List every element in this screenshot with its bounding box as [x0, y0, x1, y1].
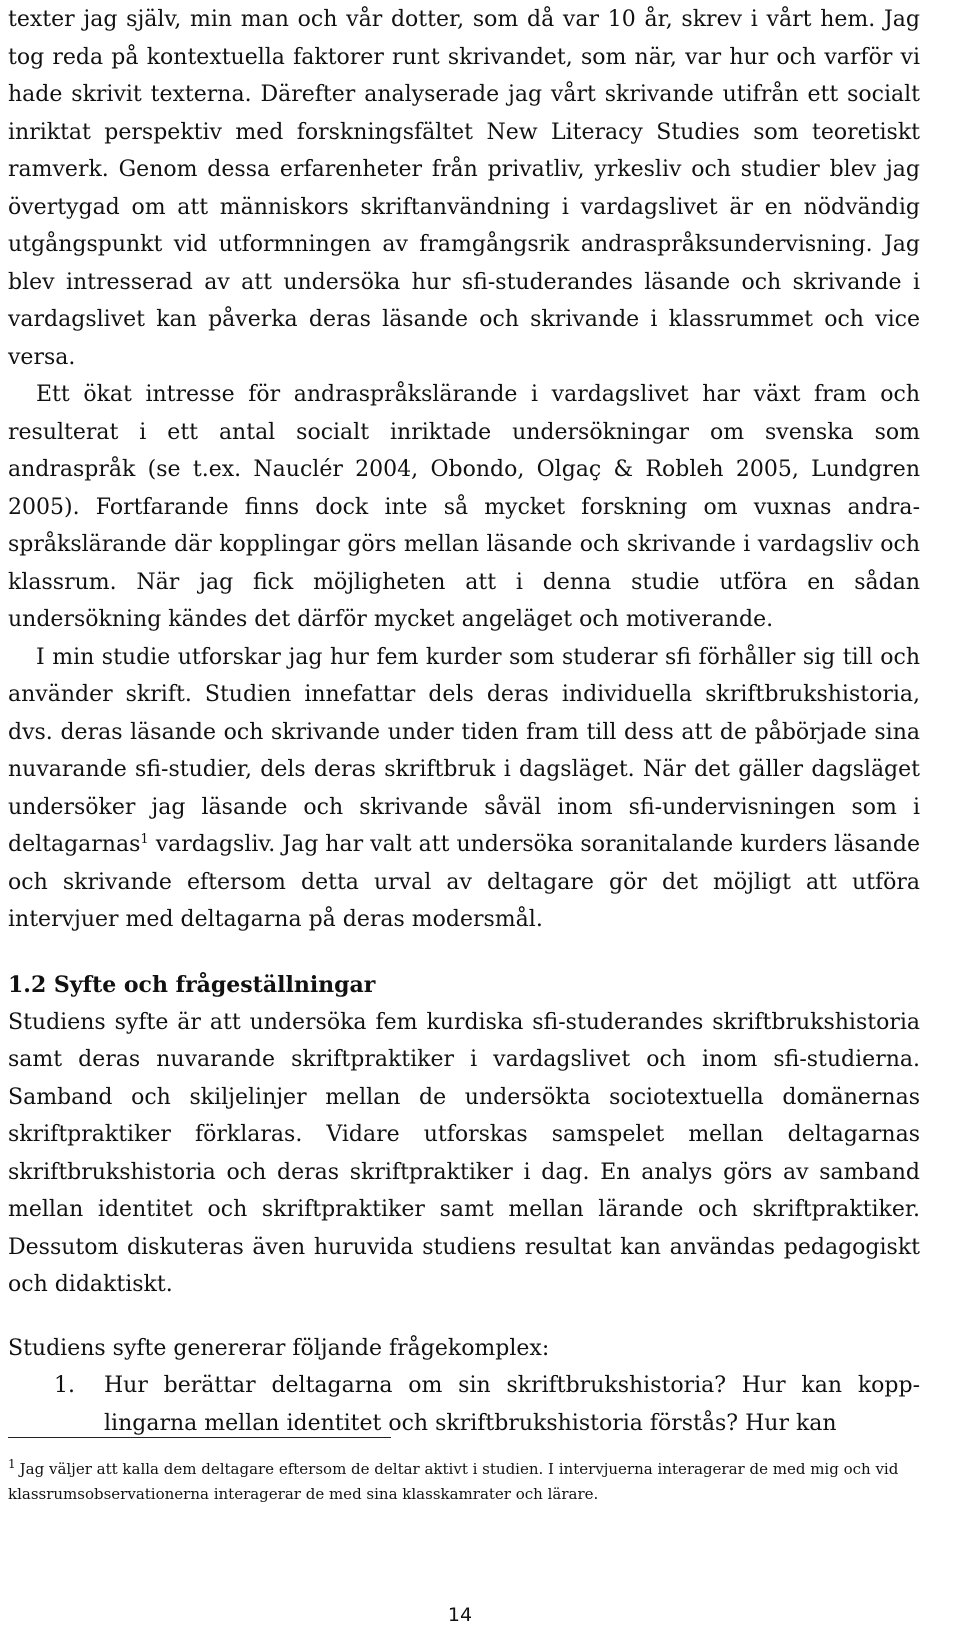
footnote-reference[interactable]: 1	[140, 832, 149, 847]
body-paragraph	[8, 639, 920, 939]
list-item	[8, 1367, 920, 1442]
paragraph-text: vardagsliv. Jag har valt att undersöka soranitalande kurders läsande och skrivande eftersom detta urval av deltagare gör det möjligt att utföra intervjuer med deltagarna på deras modersmål.	[8, 832, 920, 932]
footnote-mark: 1	[8, 1457, 16, 1471]
footnote-separator	[8, 1437, 391, 1438]
section-body-paragraph: Studiens syfte är att undersöka fem kurdiska sfi-studerandes skriftbrukshistoria samt deras nuvarande skriftpraktiker i vardagslivet och inom sfi-studierna. Samband och skiljelinjer mellan de undersökta sociotextuella domänernas skriftpraktiker förklaras. Vidare utforskas samspelet mellan deltagarnas skriftbrukshistoria och deras skriftpraktiker i dag. En analys görs av samband mellan identitet och skriftpraktiker samt mellan lärande och skriftpraktiker. Dessutom diskuteras även huruvida studiens resultat kan användas pedagogiskt och didaktiskt.	[8, 1009, 920, 1297]
paragraph-text: I min studie utforskar jag hur fem kurder som studerar sfi förhåller sig till och använder skrift. Studien innefattar dels deras individuella skriftbrukshistoria, dvs. deras läsande och skrivande under tiden fram till dess att de påbörjade sina nuvarande sfi-studier, dels deras skriftbruk i dagsläget. När det gäller dagsläget undersöker jag läsande och skrivande såväl inom sfi-undervisningen som i deltagarnas	[8, 644, 920, 857]
paragraph-spacer	[8, 1304, 920, 1330]
page-number: 14	[447, 1604, 473, 1626]
body-paragraph: texter jag själv, min man och vår dotter, som då var 10 år, skrev i vårt hem. Jag tog reda på kontextuella faktorer runt skrivandet, som när, var hur och varför vi hade skrivit texterna. Därefter analyserade jag vårt skrivande utifrån ett socialt inriktat perspektiv med forskningsfältet New Literacy Studies som teoretiskt ramverk. Genom dessa erfarenheter från privatliv, yrkesliv och studier blev jag övertygad om att människors skriftanvändning i vardagslivet är en nödvändig utgångspunkt vid utformningen av framgångsrik andraspråksundervisning. Jag blev intresserad av att undersöka hur sfi-studerandes läsande och skrivande i vardagslivet kan påverka deras läsande och skrivande i klassrummet och vice versa.	[8, 7, 920, 370]
document-page	[8, 0, 920, 1442]
body-paragraph: Ett ökat intresse för andraspråkslärande i vardagslivet har växt fram och resulterat i ett antal socialt inriktade undersökningar om svenska som andraspråk (se t.ex. Nauclér 2004, Obondo, Olgaç & Robleh 2005, Lundgren 2005). Fortfarande finns dock inte så mycket forskning om vuxnas andraspråkslärande där kopplingar görs mellan läsande och skrivande i vardagsliv och klassrum. När jag fick möjligheten att i denna studie utföra en sådan undersökning kändes det därför mycket angeläget och motiverande.	[8, 382, 920, 632]
list-number: 1.	[54, 1373, 75, 1398]
footnote	[8, 1452, 908, 1507]
footnote-text: Jag väljer att kalla dem deltagare eftersom de deltar aktivt i studien. I intervjuerna interagerar de med mig och vid klassrumsobservationerna interagerar de med sina klasskamrater och lärare.	[8, 1460, 899, 1503]
questions-intro: Studiens syfte genererar följande frågekomplex:	[8, 1335, 550, 1361]
question-list	[8, 1367, 920, 1442]
section-heading: 1.2 Syfte och frågeställningar	[8, 971, 376, 998]
list-item-text: Hur berättar deltagarna om sin skriftbrukshistoria? Hur kan kopplingarna mellan identitet och skriftbrukshistoria förstås? Hur kan	[104, 1373, 920, 1436]
